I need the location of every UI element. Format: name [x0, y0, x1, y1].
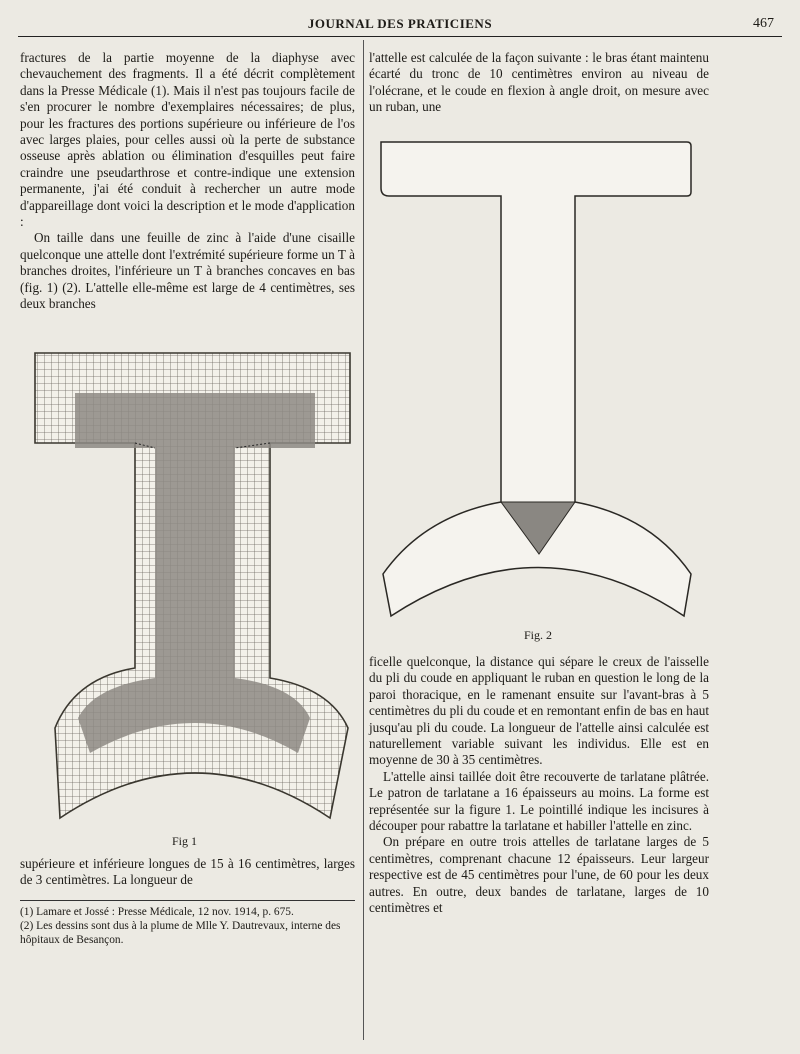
left-paragraph-1: fractures de la partie moyenne de la diaphyse avec chevauchement des fragments. Il a été décrit complètement dans la Presse Médicale (1). Mais il n'est pas toujours facile de s'en procurer le nombre d'exemplaires nécessaires; de plus, pour les fractures des portions supérieure ou inférieure de l'os avec larges plaies, pour celles aussi où la perte de substance osseuse après ablation ou élimination d'esquilles peut faire craindre une pseudarthrose et contre-indique une extension permanente, j'ai été conduit à rechercher un autre mode d'appareillage dont voici la description et le mode d'application : — [20, 50, 355, 230]
figure-2-caption: Fig. 2 — [524, 628, 553, 642]
figure-1-caption: Fig 1 — [172, 834, 198, 848]
left-column-bottom-text — [20, 856, 355, 889]
right-paragraph-4: On prépare en outre trois attelles de tarlatane larges de 5 centimètres, comprenant chacune 12 épaisseurs. Leur largeur respective est de 45 centimètres pour l'une, de 60 pour les deux autres. En outre, deux bandes de tarlatane, larges de 10 centimètres et — [369, 834, 709, 916]
left-paragraph-3: supérieure et inférieure longues de 15 à 16 centimètres, larges de 3 centimètres. La longueur de — [20, 856, 355, 888]
right-paragraph-3: L'attelle ainsi taillée doit être recouverte de tarlatane plâtrée. Le patron de tarlatane a 16 épaisseurs au moins. La forme est représentée sur la figure 1. Le pointillé indique les incisures à découper pour rabattre la tarlatane et habiller l'attelle en zinc. — [369, 768, 709, 834]
right-paragraph-1: l'attelle est calculée de la façon suivante : le bras étant maintenu écarté du tronc de 10 centimètres environ au niveau de l'olécrane, et le coude en flexion à angle droit, on mesure avec un ruban, une — [369, 50, 709, 115]
journal-title: JOURNAL DES PRATICIENS — [307, 16, 493, 31]
footnote-2: (2) Les dessins sont dus à la plume de Mlle Y. Dautrevaux, interne des hôpitaux de Besançon. — [20, 920, 341, 946]
figure-1-illustration — [30, 348, 360, 828]
left-paragraph-2: On taille dans une feuille de zinc à l'aide d'une cisaille quelconque une attelle dont l'extrémité supérieure forme un T à branches droites, l'inférieure un T à branches concaves en bas (fig. 1) (2). L'attelle elle-même est large de 4 centimètres, ses deux branches — [20, 230, 355, 312]
page-header — [18, 14, 782, 37]
column-divider — [363, 40, 364, 1040]
figure-2-illustration — [369, 134, 709, 634]
right-column-bottom-text — [369, 654, 709, 917]
left-column-top-text — [20, 50, 355, 313]
footnote-1: (1) Lamare et Jossé : Presse Médicale, 12 nov. 1914, p. 675. — [20, 906, 294, 918]
right-paragraph-2: ficelle quelconque, la distance qui sépare le creux de l'aisselle du pli du coude en appliquant le ruban en question le long de la paroi thoracique, en le ramenant ensuite sur l'avant-bras à 5 centimètres du pli du coude et en remontant enfin de bas en haut jusqu'au pli du coude. La longueur de l'attelle ainsi calculée est naturellement variable suivant les individus. Elle est en moyenne de 30 à 35 centimètres. — [369, 654, 709, 768]
right-column-top-text — [369, 50, 709, 116]
page-number: 467 — [753, 16, 774, 31]
footnotes — [20, 900, 355, 947]
